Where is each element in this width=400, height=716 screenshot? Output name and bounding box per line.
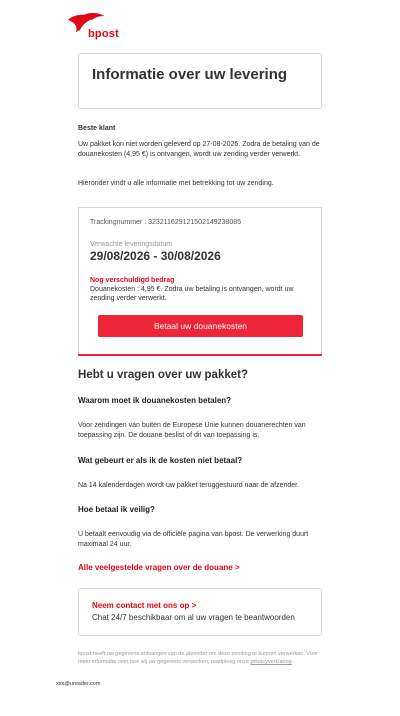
faq-answer: U betaalt eenvoudig via de officiële pagina van bpost. De verwerking duurt maximaal 24 uur. (78, 531, 309, 548)
faq-question: Waarom moet ik douanekosten betalen? (78, 396, 232, 405)
recipient-email: xxx@ureader.com (56, 681, 101, 687)
all-faq-link[interactable]: Alle veelgestelde vragen over de douane > (78, 563, 240, 572)
contact-link[interactable]: Neem contact met ons op > (92, 601, 197, 610)
footer-privacy-text (78, 650, 328, 666)
faq-answer: Na 14 kalenderdagen wordt uw pakket teruggestuurd naar de afzender. (78, 482, 300, 489)
expected-delivery-dates: 29/08/2026 - 30/08/2026 (90, 249, 221, 263)
delivery-message: Uw pakket kon niet worden geleverd op 27-08-2026. Zodra de betaling van de douanekosten (4,95 €) is ontvangen, wordt uw zending verder verwerkt. (78, 141, 320, 158)
contact-text: Chat 24/7 beschikbaar om al uw vragen te beantwoorden (92, 613, 295, 622)
title-card (78, 53, 322, 109)
greeting: Beste klant (78, 125, 116, 132)
faq-heading: Hebt u vragen over uw pakket? (78, 369, 248, 381)
bpost-logo (64, 12, 124, 42)
tracking-card (78, 207, 322, 354)
faq-question: Hoe betaal ik veilig? (78, 505, 155, 514)
page-title: Informatie over uw levering (92, 66, 288, 83)
amount-due-text: Douanekosten : 4,95 €. Zodra uw betaling is ontvangen, wordt uw zending verder verwerkt. (90, 286, 294, 302)
info-text: Hieronder vindt u alle informatie met betrekking tot uw zending. (78, 180, 274, 187)
amount-due-label: Nog verschuldigd bedrag (90, 277, 175, 284)
faq-answer: Voor zendingen van buiten de Europese Unie kunnen douanerechten van toepassing zijn. De douane beslist of dit van toepassing is. (78, 422, 306, 439)
privacy-link[interactable]: privacyverklaring (250, 659, 292, 665)
expected-delivery-label: Verwachte leveringsdatum (90, 241, 173, 248)
contact-card (78, 588, 322, 636)
tracking-number: Trackingnummer : 323211629121502149238085 (90, 219, 242, 226)
logo-wordmark: bpost (88, 28, 119, 40)
footer-text: bpost heeft uw gegevens ontvangen van de afzender om deze zending te kunnen verwerken. Voor meer informatie over hoe wij uw gegevens verwerken, raadpleeg onze (78, 651, 318, 665)
card-accent-line (78, 354, 322, 356)
footer-suffix: . (291, 659, 294, 665)
pay-customs-button[interactable]: Betaal uw douanekosten (98, 315, 303, 337)
faq-question: Wat gebeurt er als ik de kosten niet betaal? (78, 456, 243, 465)
